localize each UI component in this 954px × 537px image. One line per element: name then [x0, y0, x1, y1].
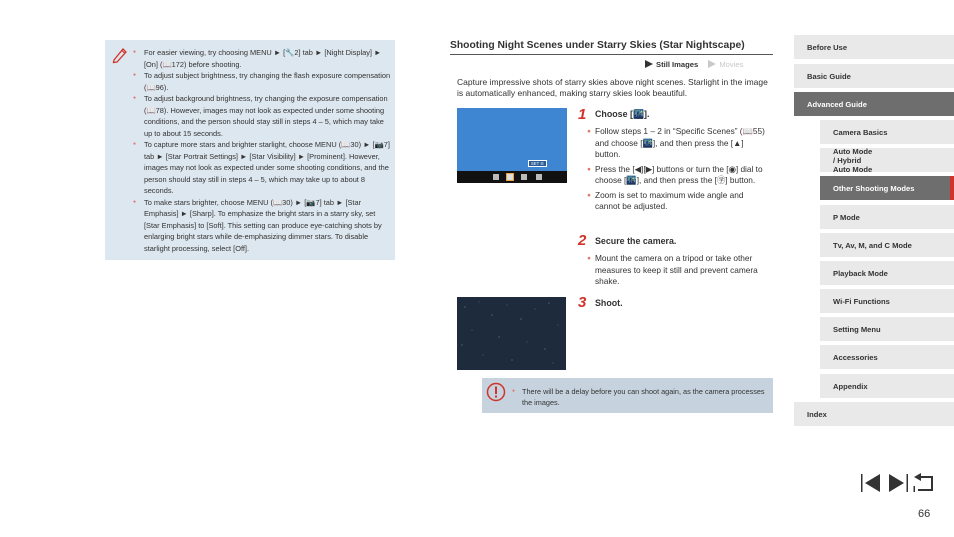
step-bullet: ● Follow steps 1 – 2 in “Specific Scenes” (📖55) and choose [🌃], and then press the [▲] button. — [587, 126, 769, 161]
nav-advanced-guide[interactable]: Advanced Guide — [794, 92, 954, 116]
intro-text: Capture impressive shots of starry skies above night scenes. Starlight in the image is automatically enhanced, making starry skies look beautiful. — [457, 77, 768, 98]
note-item: ● To adjust background brightness, try changing the exposure compensation (📖78). However, images may not look as expected under some shooting conditions, and the person should stay still in steps 4 – 5, which may take up to about 15 seconds. — [133, 93, 391, 139]
nav-other-shooting-modes[interactable]: Other Shooting Modes — [820, 176, 954, 200]
starry-sky-image — [457, 297, 566, 370]
title-divider — [450, 54, 773, 55]
note-item: ● To capture more stars and brighter starlight, choose MENU (📖30) ► [📷7] tab ► [Star Portrait Settings] ► [Star Visibility] ► [Prominent]. However, images may not look as expected under some shooting conditions, and the person should stay still in steps 4 – 5, which may take up to about 8 seconds. — [133, 139, 391, 197]
next-page-icon[interactable] — [887, 473, 909, 493]
nav-setting-menu[interactable]: Setting Menu — [820, 317, 954, 341]
camera-screen-image — [457, 108, 567, 183]
previous-page-icon[interactable] — [860, 473, 882, 493]
step-number: 3 — [578, 294, 587, 311]
nav-wifi-functions[interactable]: Wi-Fi Functions — [820, 289, 954, 313]
step-number: 2 — [578, 232, 587, 249]
movies-arrow-icon — [708, 60, 716, 68]
return-icon[interactable] — [913, 473, 934, 493]
page-title: Shooting Night Scenes under Starry Skies (Star Nightscape) — [450, 40, 745, 51]
nav-basic-guide[interactable]: Basic Guide — [794, 64, 954, 88]
step-bullets — [587, 126, 769, 213]
nav-tv-av-m-c-mode[interactable]: Tv, Av, M, and C Mode — [820, 233, 954, 257]
step-bullet: ● Zoom is set to maximum wide angle and cannot be adjusted. — [587, 190, 769, 213]
step-bullets — [587, 253, 769, 288]
scene-mode-icon — [493, 174, 499, 180]
note-item: ● For easier viewing, try choosing MENU ► [🔧2] tab ► [Night Display] ► [On] (📖172) before shooting. — [133, 47, 391, 70]
note-item: ● To adjust subject brightness, try changing the flash exposure compensation (📖96). — [133, 70, 391, 93]
step-number: 1 — [578, 106, 587, 123]
nav-appendix[interactable]: Appendix — [820, 374, 954, 398]
caution-list — [512, 386, 767, 408]
scene-mode-icon — [536, 174, 542, 180]
note-item: ● To make stars brighter, choose MENU (📖30) ► [📷7] tab ► [Star Emphasis] ► [Sharp]. To emphasize the bright stars in a starry sky, set [Star Emphasis] to [Soft]. This setting can produce eye-catching shots by enlarging bright stars while de-emphasizing dimmer stars. To disable starlight processing, select [Off]. — [133, 197, 391, 255]
step-bullet: ● Mount the camera on a tripod or take other measures to keep it still and prevent camera shake. — [587, 253, 769, 288]
still-images-arrow-icon — [645, 60, 653, 68]
note-list — [133, 47, 391, 254]
nav-index[interactable]: Index — [794, 402, 954, 426]
nav-playback-mode[interactable]: Playback Mode — [820, 261, 954, 285]
step-title: Secure the camera. — [595, 236, 677, 246]
step-title: Choose [🌃]. — [595, 109, 650, 119]
scene-mode-icon — [521, 174, 527, 180]
movies-label: Movies — [719, 60, 744, 69]
mode-tabs — [645, 60, 743, 69]
step-bullet: ● Press the [◀][▶] buttons or turn the [◉] dial to choose [🌃], and then press the [㊫] button. — [587, 164, 769, 187]
nav-p-mode[interactable]: P Mode — [820, 205, 954, 229]
still-images-label: Still Images — [656, 60, 699, 69]
pencil-icon — [111, 46, 129, 64]
set-menu-indicator: SET ☰ — [528, 160, 547, 167]
nav-before-use[interactable]: Before Use — [794, 35, 954, 59]
starry-sky-photo — [457, 297, 566, 370]
page-navigation — [860, 473, 934, 493]
caution-box — [482, 378, 773, 413]
nav-auto-mode[interactable]: Auto Mode / Hybrid Auto Mode — [820, 148, 954, 172]
caution-icon — [486, 382, 506, 402]
nav-accessories[interactable]: Accessories — [820, 345, 954, 369]
note-box — [105, 40, 395, 260]
nav-camera-basics[interactable]: Camera Basics — [820, 120, 954, 144]
star-nightscape-icon — [506, 173, 514, 181]
page-number: 66 — [918, 508, 931, 520]
step-title: Shoot. — [595, 298, 623, 308]
caution-item: ● There will be a delay before you can shoot again, as the camera processes the images. — [512, 386, 767, 408]
